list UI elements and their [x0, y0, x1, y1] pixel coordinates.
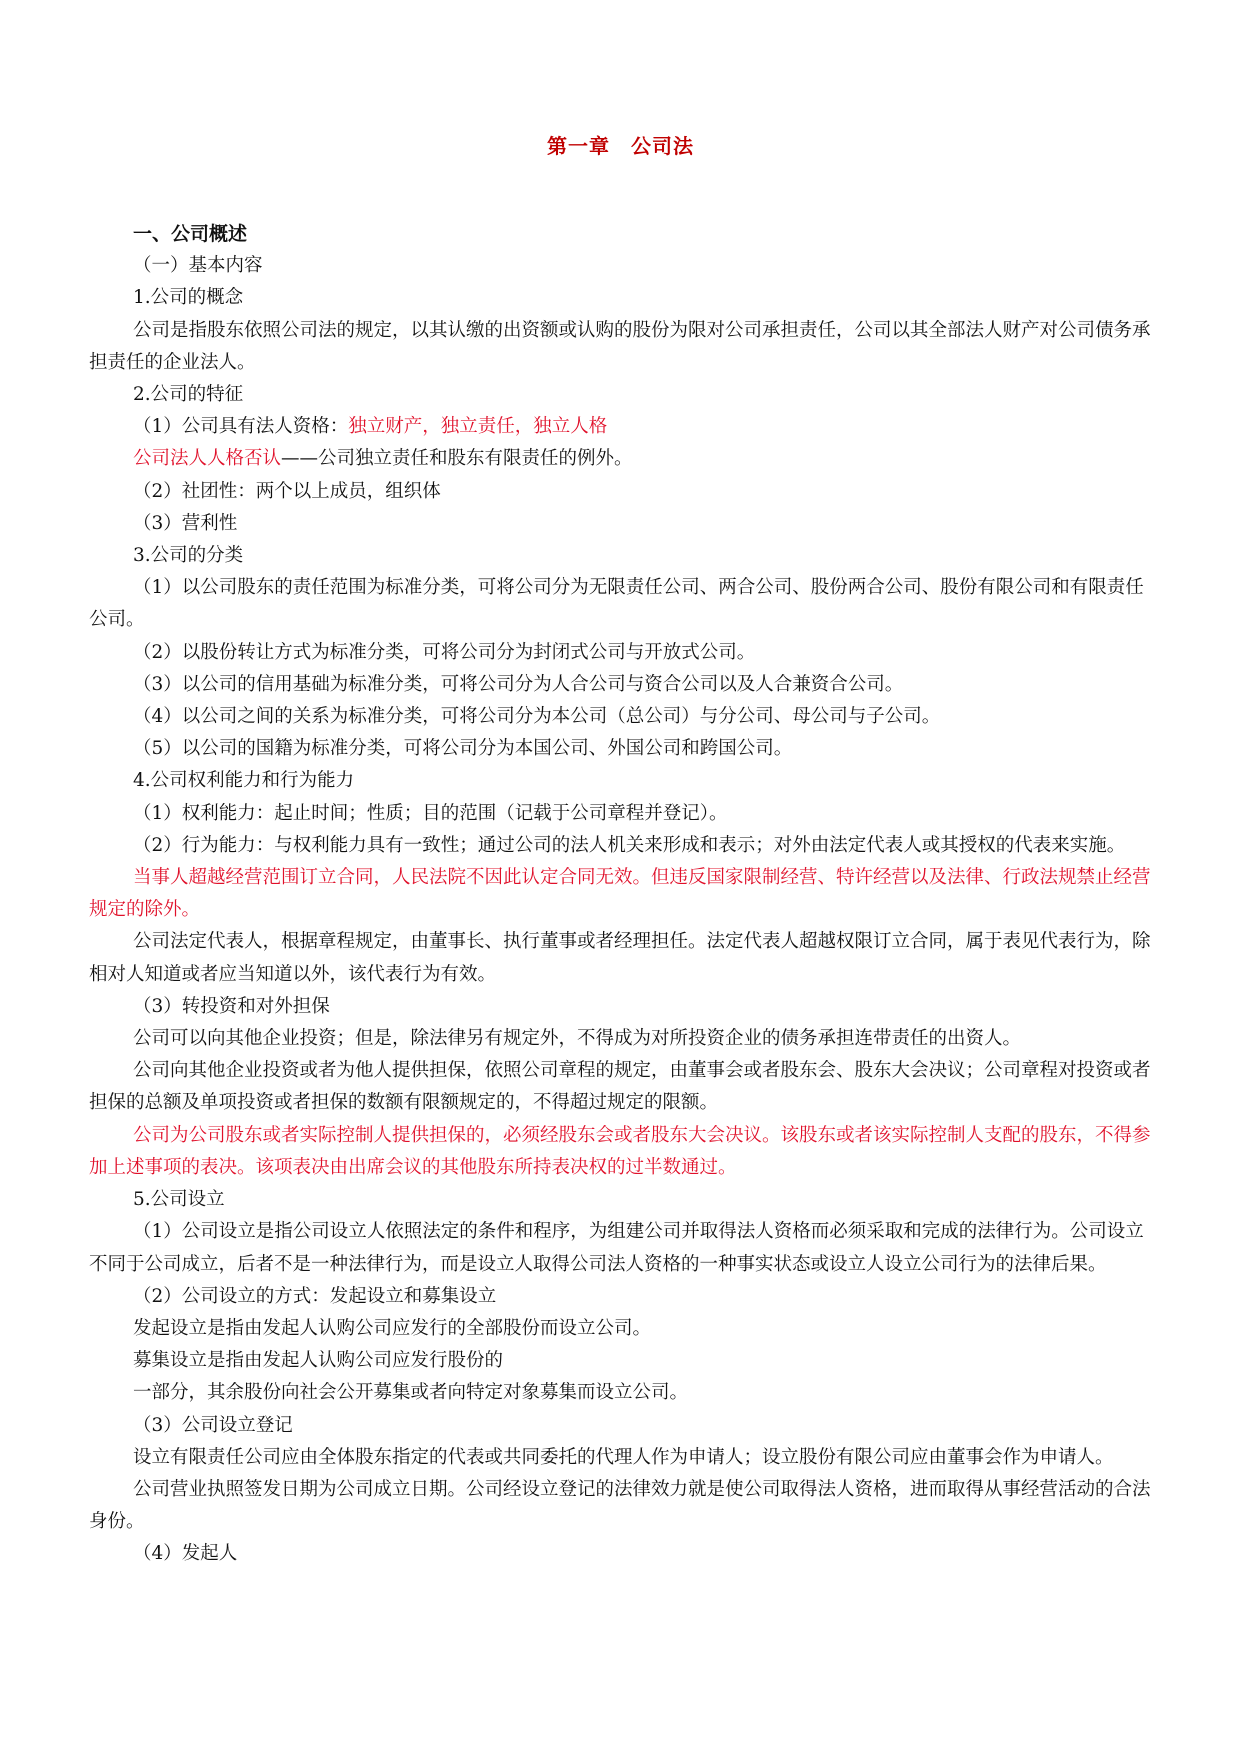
features-heading: 2.公司的特征: [133, 384, 244, 406]
raising-paragraph-1: 募集设立是指由发起人认购公司应发行股份的: [133, 1350, 504, 1372]
promoter-heading: （4）发起人: [133, 1543, 238, 1565]
capacity-conduct: （2）行为能力：与权利能力具有一致性；通过公司的法人机关来形成和表示；对外由法定代表人或其授权的代表来实施。: [133, 834, 1126, 856]
subsection-heading: （一）基本内容: [133, 255, 263, 277]
section-title: 一、公司概述: [133, 223, 248, 245]
capacity-red-note-1: 当事人超越经营范围订立合同，人民法院不因此认定合同无效。但违反国家限制经营、特许经营以及法律、行政法规禁止经营规定的除外。: [89, 867, 1151, 921]
capacity-rights: （1）权利能力：起止时间；性质；目的范围（记载于公司章程并登记）。: [133, 802, 728, 824]
license-paragraph: 公司营业执照签发日期为公司成立日期。公司经设立登记的法律效力就是使公司取得法人资格，进而取得从事经营活动的合法身份。: [89, 1478, 1151, 1533]
investment-guarantee-heading: （3）转投资和对外担保: [133, 995, 330, 1017]
piercing-veil-line: [89, 443, 1157, 475]
feature-profit: （3）营利性: [133, 512, 238, 534]
raising-paragraph-2: 一部分，其余股份向社会公开募集或者向特定对象募集而设立公司。: [133, 1382, 689, 1404]
applicant-paragraph: 设立有限责任公司应由全体股东指定的代表或共同委托的代理人作为申请人；设立股份有限公司应由董事会作为申请人。: [133, 1446, 1114, 1468]
capacity-red-note-2: 公司为公司股东或者实际控制人提供担保的，必须经股东会或者股东大会决议。该股东或者该实际控制人支配的股东，不得参加上述事项的表决。该项表决由出席会议的其他股东所持表决权的过半数通过。: [89, 1124, 1151, 1178]
establishment-heading: 5.公司设立: [133, 1189, 225, 1211]
registration-heading: （3）公司设立登记: [133, 1414, 293, 1436]
legal-representative-paragraph: 公司法定代表人，根据章程规定，由董事长、执行董事或者经理担任。法定代表人超越权限订立合同，属于表见代表行为，除相对人知道或者应当知道以外，该代表行为有效。: [89, 931, 1151, 985]
document-body: [89, 218, 1157, 1571]
establishment-methods: （2）公司设立的方式：发起设立和募集设立: [133, 1285, 497, 1307]
classification-item-4: （4）以公司之间的关系为标准分类，可将公司分为本公司（总公司）与分公司、母公司与子公司。: [133, 706, 941, 728]
classification-item-5: （5）以公司的国籍为标准分类，可将公司分为本国公司、外国公司和跨国公司。: [133, 738, 793, 760]
capacity-heading: 4.公司权利能力和行为能力: [133, 770, 355, 792]
feature-legal-person-highlight: 独立财产，独立责任，独立人格: [348, 416, 608, 438]
piercing-veil-highlight: 公司法人人格否认: [133, 448, 282, 470]
piercing-veil-text: ——公司独立责任和股东有限责任的例外。: [281, 448, 633, 470]
chapter-title: 第一章 公司法: [547, 134, 694, 158]
classification-item-3: （3）以公司的信用基础为标准分类，可将公司分为人合公司与资合公司以及人合兼资合公司。: [133, 673, 904, 695]
concept-heading: 1.公司的概念: [133, 287, 244, 309]
classification-item-2: （2）以股份转让方式为标准分类，可将公司分为封闭式公司与开放式公司。: [133, 641, 756, 663]
classification-heading: 3.公司的分类: [133, 545, 244, 567]
concept-paragraph: 公司是指股东依照公司法的规定，以其认缴的出资额或认购的股份为限对公司承担责任，公司以其全部法人财产对公司债务承担责任的企业法人。: [89, 319, 1151, 373]
feature-legal-person: [89, 411, 1157, 443]
feature-association: （2）社团性：两个以上成员，组织体: [133, 480, 441, 502]
promotion-paragraph: 发起设立是指由发起人认购公司应发行的全部股份而设立公司。: [133, 1317, 652, 1339]
feature-legal-person-label: （1）公司具有法人资格：: [133, 416, 349, 438]
classification-item-1: （1）以公司股东的责任范围为标准分类，可将公司分为无限责任公司、两合公司、股份两合公司、股份有限公司和有限责任公司。: [89, 577, 1144, 631]
establishment-definition: （1）公司设立是指公司设立人依照法定的条件和程序，为组建公司并取得法人资格而必须采取和完成的法律行为。公司设立不同于公司成立，后者不是一种法律行为，而是设立人取得公司法人资格的一种事实状态或设立人设立公司行为的法律后果。: [89, 1221, 1144, 1275]
guarantee-paragraph: 公司向其他企业投资或者为他人提供担保，依照公司章程的规定，由董事会或者股东会、股东大会决议；公司章程对投资或者担保的总额及单项投资或者担保的数额有限额规定的，不得超过规定的限额。: [89, 1060, 1151, 1114]
investment-paragraph: 公司可以向其他企业投资；但是，除法律另有规定外，不得成为对所投资企业的债务承担连带责任的出资人。: [133, 1028, 1022, 1050]
